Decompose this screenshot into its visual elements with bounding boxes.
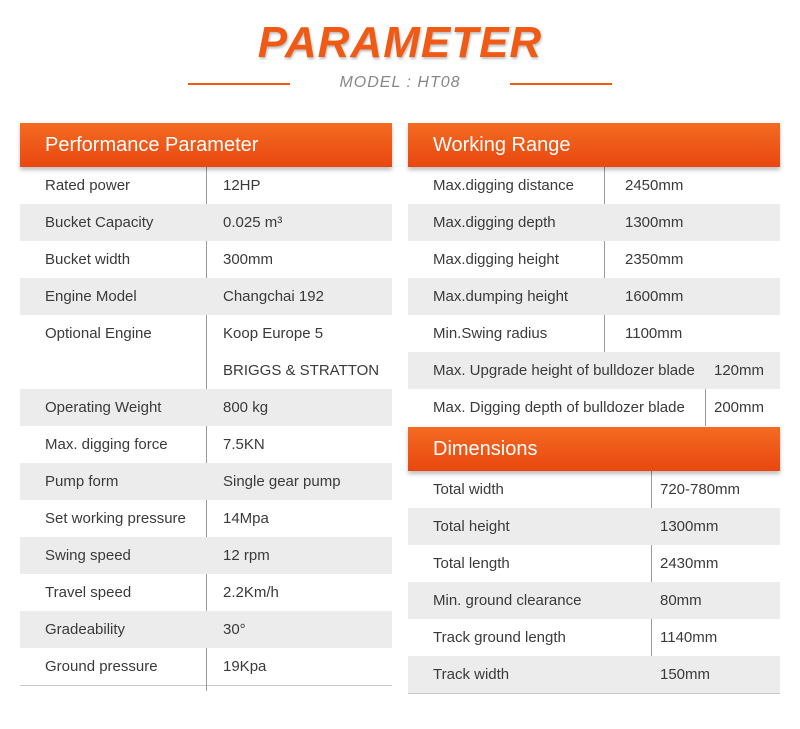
table-row [20,204,392,241]
param-value: 2.2Km/h [223,584,279,601]
param-value: 19Kpa [223,658,267,675]
table-row [20,352,392,389]
param-value: 300mm [223,251,274,268]
param-label: Total height [433,518,510,535]
performance-header: Performance Parameter [20,123,392,167]
param-value: 1300mm [660,518,719,535]
param-label: Max.digging depth [433,214,556,231]
param-value: BRIGGS & STRATTON [223,362,380,379]
param-label: Gradeability [45,621,126,638]
table-row [20,426,392,463]
param-label: Max. Upgrade height of bulldozer blade [433,362,695,379]
param-label: Max.digging height [433,251,559,268]
table-row [408,619,780,656]
table-row [20,241,392,278]
table-row [408,471,780,508]
table-row [20,278,392,315]
dimensions-header: Dimensions [408,427,780,471]
param-value: 80mm [660,592,702,609]
param-label: Max.dumping height [433,288,569,305]
param-value: 1100mm [625,325,683,342]
param-label: Max. Digging depth of bulldozer blade [433,399,685,416]
dimensions-panel [408,427,780,694]
param-label: Total width [433,481,504,498]
table-row [20,315,392,352]
table-row [20,389,392,426]
param-value: 200mm [714,399,765,416]
param-label: Min.Swing radius [433,325,548,342]
table-row [408,278,780,315]
page-title: PARAMETER [257,18,543,67]
param-value: 800 kg [223,399,269,416]
param-value: 1300mm [625,214,684,231]
param-value: 0.025 m³ [223,214,283,231]
table-row [408,167,780,204]
table-bottom-line [408,693,780,694]
title-rule-right [510,83,612,85]
param-label: Track ground length [433,629,566,646]
table-row [20,537,392,574]
table-row [408,656,780,693]
table-row [408,545,780,582]
model-subtitle: MODEL : HT08 [339,74,461,91]
table-row [20,463,392,500]
table-row [20,648,392,685]
table-row [20,500,392,537]
param-value: 1140mm [660,629,718,646]
table-row [20,574,392,611]
param-value: 1600mm [625,288,684,305]
table-row [408,315,780,352]
table-row [408,204,780,241]
table-row [408,241,780,278]
param-value: 2430mm [660,555,719,572]
param-value: 120mm [714,362,765,379]
param-value: Single gear pump [223,473,341,490]
param-value: 720-780mm [660,481,741,498]
param-value: 12 rpm [223,547,270,564]
table-row [408,582,780,619]
param-label: Total length [433,555,510,572]
param-label: Track width [433,666,510,683]
param-value: Changchai 192 [223,288,324,305]
param-label: Ground pressure [45,658,158,675]
param-label: Bucket width [45,251,131,268]
param-label: Pump form [45,473,119,490]
param-value: 12HP [223,177,261,194]
table-row [20,611,392,648]
param-label: Travel speed [45,584,132,601]
table-row [408,508,780,545]
working-range-header: Working Range [408,123,780,167]
table-row [408,352,780,389]
performance-panel [20,123,392,686]
param-value: 2350mm [625,251,684,268]
table-row [408,389,780,426]
param-label: Swing speed [45,547,131,564]
param-label: Set working pressure [45,510,186,527]
param-value: Koop Europe 5 [223,325,324,342]
param-label: Operating Weight [45,399,162,416]
param-label: Bucket Capacity [45,214,154,231]
param-value: 14Mpa [223,510,269,527]
param-value: 30° [223,621,246,638]
param-value: 7.5KN [223,436,265,453]
param-label: Max.digging distance [433,177,574,194]
param-value: 2450mm [625,177,684,194]
param-label: Min. ground clearance [433,592,582,609]
param-label: Engine Model [45,288,137,305]
param-label: Optional Engine [45,325,152,342]
working-range-panel [408,123,780,426]
table-row [20,167,392,204]
param-label: Max. digging force [45,436,168,453]
param-value: 150mm [660,666,711,683]
param-label: Rated power [45,177,131,194]
